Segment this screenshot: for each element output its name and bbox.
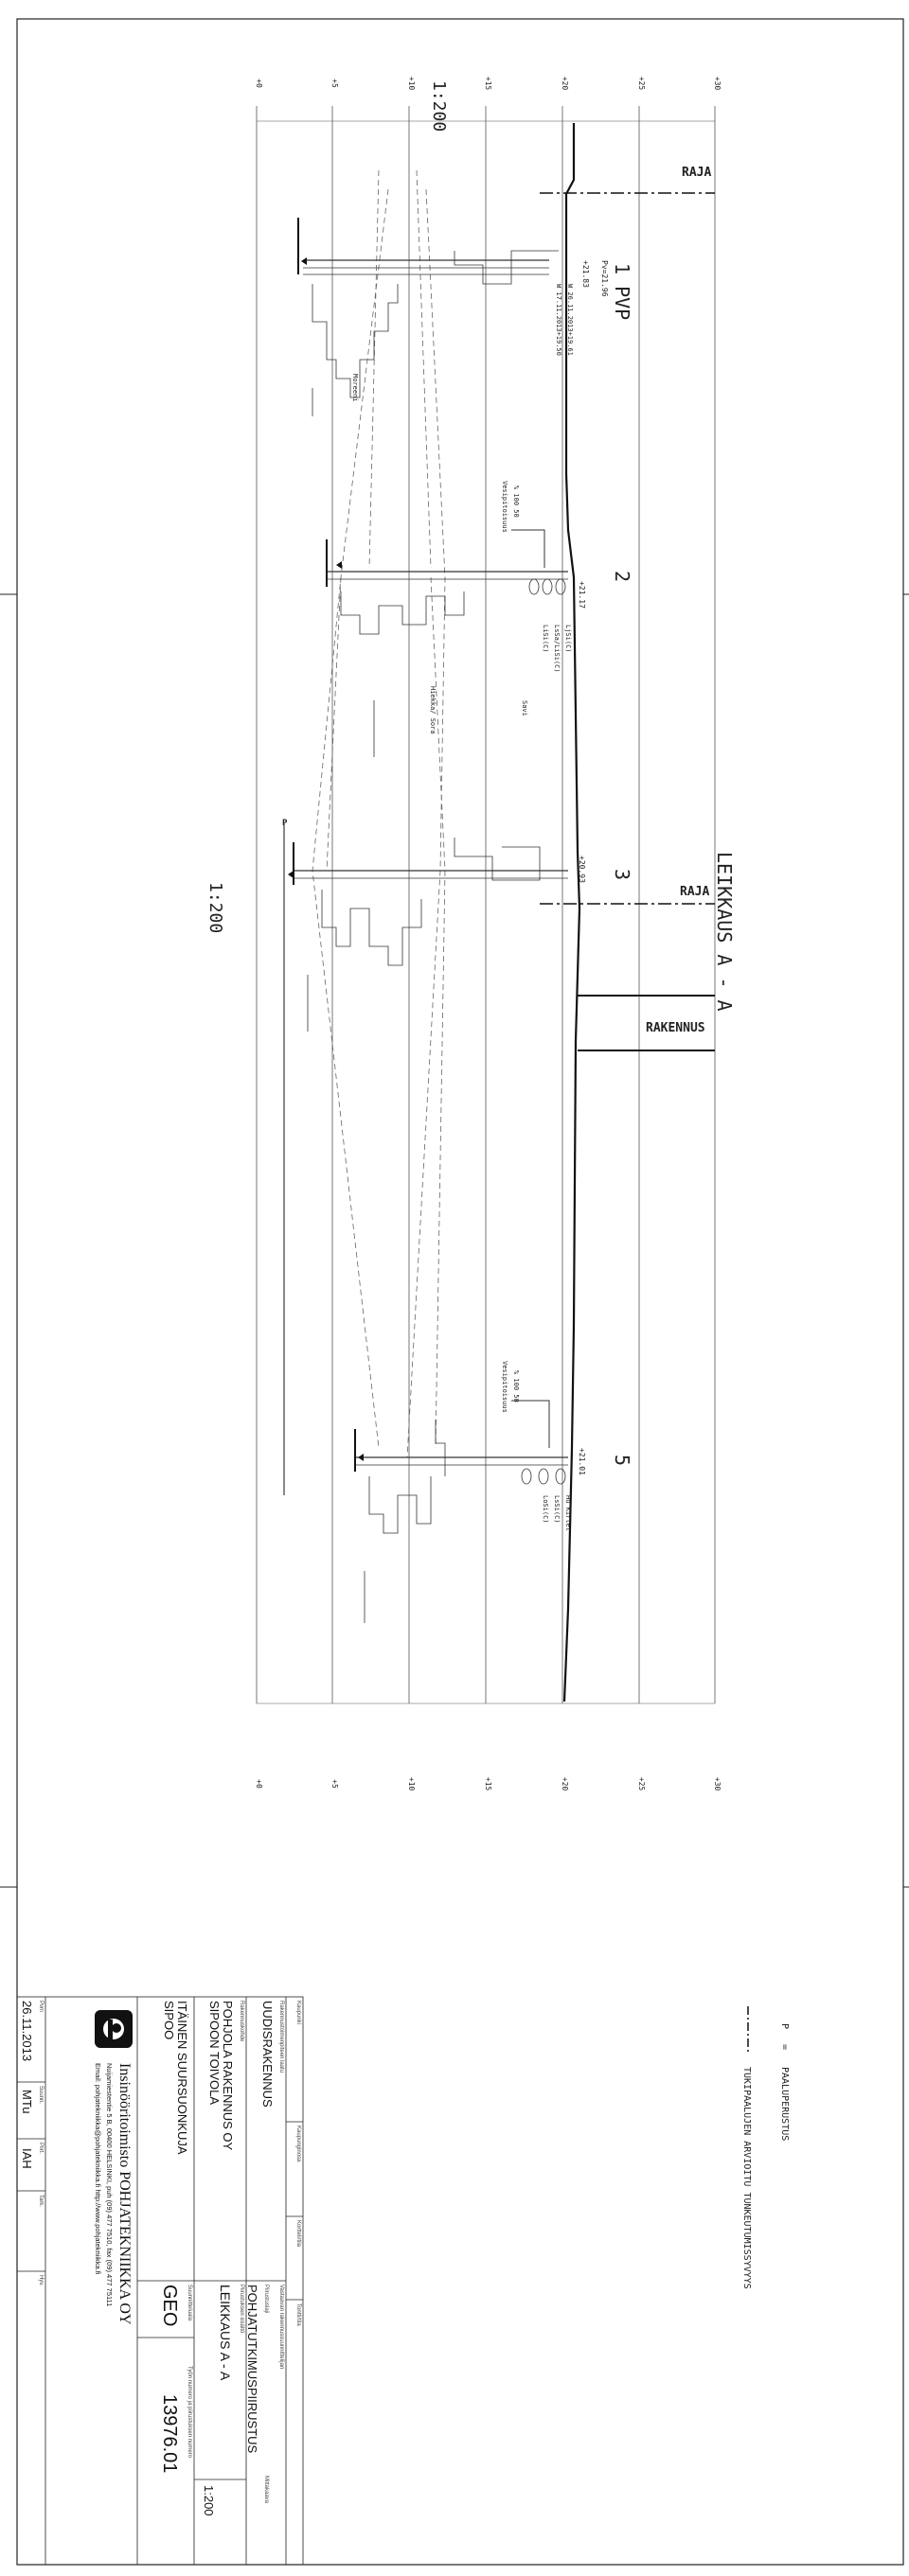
hdr-kaupunginosa: Kaupunginosa: [295, 2126, 301, 2162]
scale-bottom-25: +25: [637, 1776, 646, 1791]
suunn: MTu: [20, 2090, 34, 2114]
legend-line-text: TUKIPAALUJEN ARVIOITU TUNKEUTUMISSYVYYS: [741, 2067, 752, 2289]
hdr-tontti: Tontti/tila: [295, 2303, 301, 2326]
hiekka-label: Hiekka/ Sora: [429, 686, 437, 734]
borehole-5-soil-3: LoSi(C): [542, 1495, 549, 1524]
company-name: Insinööritoimisto POHJATEKNIIKKA OY: [116, 2063, 133, 2325]
legend: [741, 2006, 790, 2289]
scale-top-25: +25: [637, 76, 646, 91]
borehole-3: [284, 823, 568, 1495]
scale-top-30: +30: [713, 76, 722, 91]
scale-top-5: +5: [330, 79, 339, 88]
scale-top-0: +0: [255, 79, 263, 88]
pvm: 26.11.2013: [20, 2001, 34, 2062]
legend-p-symbol: P: [779, 2023, 790, 2030]
borehole-2-id: 2: [611, 571, 633, 583]
company-logo: [95, 2010, 133, 2048]
osoite-line-1: ITÄINEN SUURSUONKUJA: [175, 2001, 189, 2155]
vesipitoisuus-label: Vesipitoisuus: [501, 481, 508, 533]
w-scale-label-2: % 100 50: [512, 1370, 520, 1403]
borehole-5-id: 5: [611, 1455, 633, 1467]
rakennus-label: RAKENNUS: [646, 1021, 705, 1035]
company-email: Email: pohjatekniikka@pohjatekniikka.fi http://www.pohjatekniikka.fi: [94, 2063, 102, 2275]
legend-p-text: PAALUPERUSTUS: [779, 2067, 790, 2142]
depth-scale-top: [255, 77, 722, 91]
scale-bottom-5: +5: [330, 1779, 339, 1789]
tyonumero: 13976.01: [159, 2394, 180, 2474]
piirustuslaji: POHJATUTKIMUSPIIRUSTUS: [245, 2285, 259, 2454]
depth-scale-bottom: [255, 1777, 722, 1791]
scale-label-middle: 1:200: [205, 882, 225, 934]
osoite-line-2: SIPOO: [162, 2001, 176, 2040]
borehole-1: [298, 218, 559, 416]
borehole-2-soil-2: LsSa/LiSi(C): [553, 625, 561, 673]
borehole-2-soil-3: LiSi(C): [542, 625, 549, 653]
borehole-2-soil-1: LjSi(C): [564, 625, 572, 653]
suunnitteluala: GEO: [159, 2285, 180, 2327]
hdr-tyonumero: Työn numero ja piirustuksen numero: [187, 2366, 192, 2459]
hdr-hyv: Hyv.: [38, 2275, 44, 2286]
section-title: LEIKKAUS A - A: [713, 852, 736, 1012]
kohde-line-1: POHJOLA RAKENNUS OY: [221, 2001, 235, 2151]
hdr-tark: Tark.: [38, 2195, 44, 2208]
sheet-border: [17, 19, 903, 2565]
raja-label-1: RAJA: [682, 166, 712, 180]
scale-bottom-30: +30: [713, 1776, 722, 1791]
hdr-kortteli: Kortteli/tila: [295, 2220, 301, 2248]
borehole-2: [327, 530, 568, 757]
borehole-5: [355, 1401, 568, 1623]
scale-bottom-0: +0: [255, 1779, 263, 1789]
legend-p-eq: =: [779, 2044, 790, 2051]
borehole-1-id: 1 PVP: [611, 263, 633, 321]
pile-marker: P: [282, 819, 288, 828]
raja-label-2: RAJA: [680, 885, 710, 899]
scale-top-15: +15: [484, 76, 492, 91]
rakennustoimenpide: UUDISRAKENNUS: [260, 2001, 275, 2108]
kohde-line-2: SIPOON TOIVOLA: [207, 2001, 222, 2106]
scale-bottom-10: +10: [407, 1776, 416, 1791]
piirt: IAH: [20, 2148, 34, 2169]
elevation-grid: [257, 106, 715, 1703]
company-address: Nuijamiestentie 5 B, 00400 HELSINKI, puh (09) 477 7510, fax (09) 477 75111: [105, 2063, 114, 2307]
borehole-2-elev: +21.17: [578, 581, 586, 609]
scale-bottom-15: +15: [484, 1776, 492, 1791]
hdr-suunnitteluala: Suunnitteluala: [187, 2285, 192, 2321]
borehole-1-note-2: W 17.11.2013+19.50: [555, 284, 562, 356]
scale-bottom-20: +20: [561, 1776, 569, 1791]
sisalto: LEIKKAUS A - A: [218, 2285, 233, 2381]
borehole-2-soil-4: Savi: [521, 700, 528, 716]
borehole-3-elev: +20.93: [578, 856, 586, 883]
mittakaava: 1:200: [202, 2485, 216, 2516]
hdr-mittakaava: Mittakaava: [263, 2476, 269, 2504]
hdr-suunn: Suunn.: [38, 2086, 44, 2105]
hdr-piirustuksen-sisalto: Piirustuksen sisältö: [239, 2285, 244, 2334]
scale-top-20: +20: [561, 76, 569, 91]
hdr-kaupunki: Kaupunki: [295, 2001, 301, 2025]
scale-label-top: 1:200: [429, 80, 449, 132]
hdr-rakennustoimenpide: Rakennustoimenpiteen laatu: [278, 2001, 284, 2073]
w-scale-label: % 100 50: [512, 485, 520, 518]
scale-top-10: +10: [407, 76, 416, 91]
hdr-vastaava: Vastaavan rakennussuunnittelijan: [278, 2285, 284, 2370]
hdr-pvm: Pvm: [38, 2001, 44, 2012]
hdr-rakennuskohde: Rakennuskohde: [239, 2001, 244, 2042]
borehole-3-id: 3: [611, 869, 633, 881]
vesipitoisuus-label-2: Vesipitoisuus: [501, 1361, 508, 1413]
borehole-1-note-1: W 26.11.2013+19.61: [566, 284, 574, 356]
borehole-5-soil-2: LsSi(C): [553, 1495, 561, 1524]
moreeni-label: Moreeni: [351, 374, 359, 402]
hdr-piirt: Piirt.: [38, 2143, 44, 2154]
borehole-1-elev: Pv=21.96: [600, 260, 609, 297]
borehole-5-soil-1: Hu Kirtet: [564, 1495, 572, 1531]
borehole-1-elev2: +21.83: [581, 260, 590, 288]
hdr-piirustuslaji: Piirustuslaji: [263, 2285, 269, 2314]
borehole-5-elev: +21.01: [578, 1448, 586, 1475]
